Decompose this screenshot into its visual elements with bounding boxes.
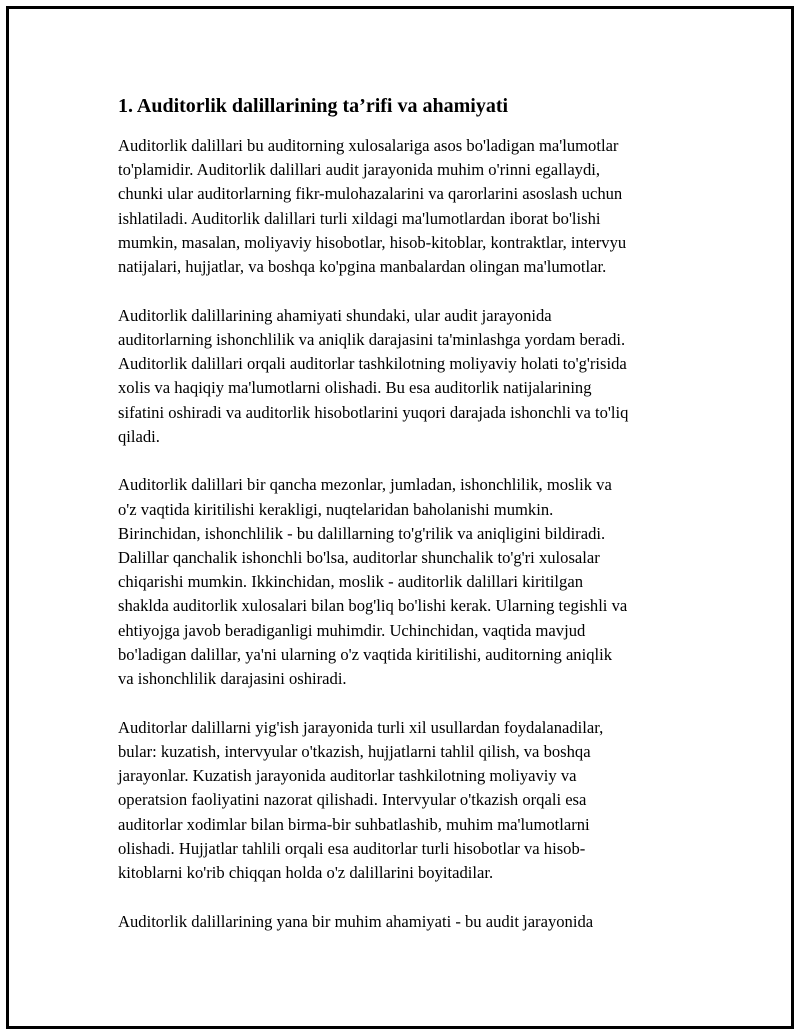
paragraph-4 [118,716,688,885]
paragraph-line: kitoblarni ko'rib chiqqan holda o'z dalillarini boyitadilar. [118,862,494,882]
paragraph-line: bo'ladigan dalillar, ya'ni ularning o'z vaqtida kiritilishi, auditorning aniqlik [118,644,613,664]
paragraph-line: auditorlarning ishonchlilik va aniqlik darajasini ta'minlashga yordam beradi. [118,329,626,349]
paragraph-line: Auditorlik dalillari bu auditorning xulosalariga asos bo'ladigan ma'lumotlar [118,136,619,155]
paragraph-line: sifatini oshiradi va auditorlik hisobotlarini yuqori darajada ishonchli va to'liq [118,402,629,422]
paragraph-line: Auditorlar dalillarni yig'ish jarayonida turli xil usullardan foydalanadilar, [118,717,604,737]
paragraph-line: to'plamidir. Auditorlik dalillari audit jarayonida muhim o'rinni egallaydi, [118,160,601,180]
paragraph-3 [118,473,688,691]
paragraph-line: chunki ular auditorlarning fikr-mulohazalarini va qarorlarini asoslash uchun [118,184,623,204]
paragraph-line: bular: kuzatish, intervyular o'tkazish, hujjatlarni tahlil qilish, va boshqa [118,741,591,761]
paragraph-1 [118,134,688,279]
paragraph-line: Auditorlik dalillari bir qancha mezonlar, jumladan, ishonchlilik, moslik va [118,475,612,495]
paragraph-line: ishlatiladi. Auditorlik dalillari turli xildagi ma'lumotlardan iborat bo'lishi [118,208,601,228]
paragraph-line: xolis va haqiqiy ma'lumotlarni olishadi. Bu esa auditorlik natijalarining [118,378,592,398]
paragraph-line: Auditorlik dalillari orqali auditorlar tashkilotning moliyaviy holati to'g'risida [118,354,627,374]
paragraph-line: Dalillar qanchalik ishonchli bo'lsa, auditorlar shunchalik to'g'ri xulosalar [118,548,600,568]
paragraph-line: auditorlar xodimlar bilan birma-bir suhbatlashib, muhim ma'lumotlarni [118,814,590,834]
paragraph-line: Auditorlik dalillarining yana bir muhim ahamiyati - bu audit jarayonida [118,911,594,931]
paragraph-5 [118,910,688,934]
paragraph-line: chiqarishi mumkin. Ikkinchidan, moslik - auditorlik dalillari kiritilgan [118,572,584,592]
document-body [118,92,688,958]
paragraph-line: Auditorlik dalillarining ahamiyati shundaki, ular audit jarayonida [118,305,552,325]
paragraph-line: olishadi. Hujjatlar tahlili orqali esa auditorlar turli hisobotlar va hisob- [118,838,586,858]
paragraph-line: ehtiyojga javob beradiganligi muhimdir. Uchinchidan, vaqtida mavjud [118,620,586,640]
paragraph-line: qiladi. [118,426,160,446]
paragraph-line: mumkin, masalan, moliyaviy hisobotlar, hisob-kitoblar, kontraktlar, intervyu [118,232,627,252]
section-heading: 1. Auditorlik dalillarining ta’rifi va ahamiyati [118,95,509,117]
paragraph-2 [118,304,688,449]
paragraph-line: va ishonchlilik darajasini oshiradi. [118,669,347,689]
paragraph-line: shaklda auditorlik xulosalari bilan bog'liq bo'lishi kerak. Ularning tegishli va [118,596,628,616]
paragraph-line: Birinchidan, ishonchlilik - bu dalillarning to'g'rilik va aniqligini bildiradi. [118,523,606,543]
paragraph-line: natijalari, hujjatlar, va boshqa ko'pgina manbalardan olingan ma'lumotlar. [118,257,607,277]
paragraph-line: jarayonlar. Kuzatish jarayonida auditorlar tashkilotning moliyaviy va [118,766,577,786]
paragraph-line: o'z vaqtida kiritilishi kerakligi, nuqtelaridan baholanishi mumkin. [118,499,554,519]
paragraph-line: operatsion faoliyatini nazorat qilishadi. Intervyular o'tkazish orqali esa [118,790,587,810]
